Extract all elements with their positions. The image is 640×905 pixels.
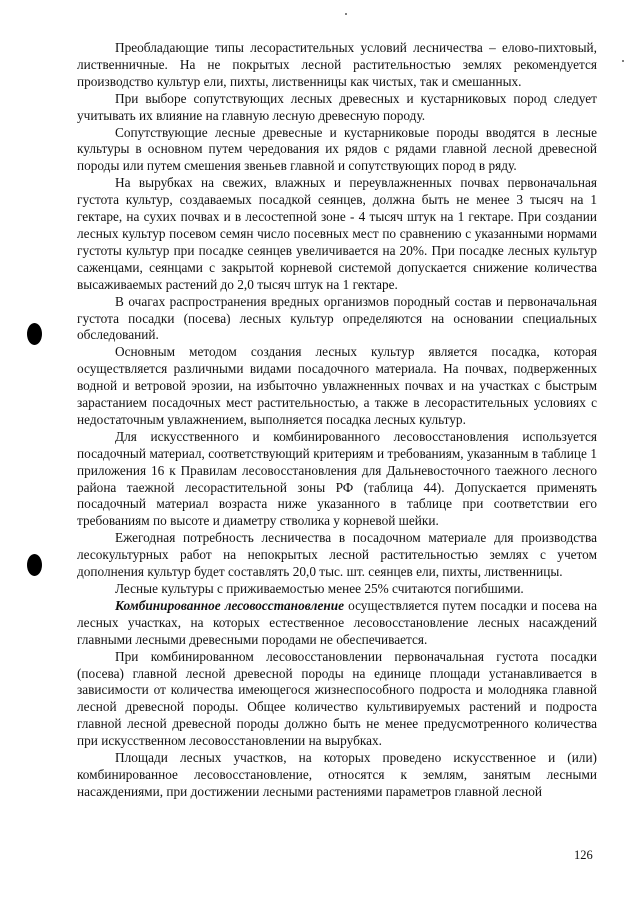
paragraph: Лесные культуры с приживаемостью менее 25% считаются погибшими. xyxy=(115,581,524,596)
paragraph: Преобладающие типы лесорастительных условий лесничества – елово-пихтовый, лиственничные. На не покрытых лесной растительностью землях рекомендуется производство культур ели, пихты, лиственницы как чистых, так и смешанных. xyxy=(77,40,597,89)
body-text xyxy=(77,40,597,801)
paragraph: При выборе сопутствующих лесных древесных и кустарниковых пород следует учитывать их влияние на главную лесную древесную породу. xyxy=(77,90,597,123)
scan-speck xyxy=(345,13,347,15)
paragraph: Площади лесных участков, на которых проведено искусственное и (или) комбинированное лесовосстановление, относятся к землям, занятым лесными насаждениями, при достижении лесными растениями параметров главной лесной xyxy=(77,750,597,799)
punch-hole-mark xyxy=(27,554,42,576)
paragraph: В очагах распространения вредных организмов породный состав и первоначальная густота посадки (посева) лесных культур определяются на основании специальных обследований. xyxy=(77,293,597,343)
paragraph: Для искусственного и комбинированного лесовосстановления используется посадочный материал, соответствующий критериям и требованиям, указанным в таблице 1 приложения 16 к Правилам лесовосстановления для Дальневосточного таежного лесного района таежной лесорастительной зоны РФ (таблица 44). Допускается применять посадочный материал возраста ниже указанного в таблице при соответствии его требованиям по высоте и диаметру стволика у корневой шейки. xyxy=(77,428,597,529)
paragraph: При комбинированном лесовосстановлении первоначальная густота посадки (посева) главной лесной древесной породы на единице площади устанавливается в зависимости от количества имеющегося жизнеспособного подроста и молодняка главной лесной древесной породы. Общее количество культивируемых растений и подроста главной лесной древесной породы должно быть не менее предусмотренного количества при искусственном лесовосстановлении на вырубках. xyxy=(77,648,597,749)
paragraph: Сопутствующие лесные древесные и кустарниковые породы вводятся в лесные культуры в основном путем чередования их рядов с рядами главной лесной древесной породы или путем смешения звеньев главной и сопутствующих пород в ряду. xyxy=(77,124,597,174)
paragraph: Ежегодная потребность лесничества в посадочном материале для производства лесокультурных работ на непокрытых лесной растительностью землях с учетом дополнения культур будет составлять 20,0 тыс. шт. сеянцев ели, пихты, лиственницы. xyxy=(77,530,597,580)
scan-speck xyxy=(622,60,624,62)
term-combined-reforestation: Комбинированное лесовосстановление xyxy=(115,597,345,613)
punch-hole-mark xyxy=(27,323,42,345)
paragraph-text: осуществляется путем посадки и посева на лесных участках, на которых естественное лесовосстановление лесных насаждений главными лесными древесными породами не обеспечивается. xyxy=(77,597,597,647)
page-number: 126 xyxy=(574,848,593,862)
paragraph-combined xyxy=(77,598,597,649)
paragraph: Основным методом создания лесных культур является посадка, которая осуществляется различными видами посадочного материала. На почвах, подверженных водной и ветровой эрозии, на избыточно увлажненных почвах и на участках с быстрым зарастанием посадочных мест растительностью, а также в лесорастительных условиях с недостаточным увлажнением, выполняется посадка лесных культур. xyxy=(77,344,597,427)
paragraph: На вырубках на свежих, влажных и переувлажненных почвах первоначальная густота культур, создаваемых посадкой сеянцев, должна быть не менее 3 тысяч на 1 гектаре, на сухих почвах и в лесостепной зоне - 4 тысяч штук на 1 гектаре. При создании лесных культур посевом семян число посевных мест по сравнению с указанными нормами густоты культур при посадке сеянцев увеличивается на 20%. При посадке лесных культур саженцами, сеянцами с закрытой корневой системой допускается снижение количества высаживаемых растений до 2,0 тысяч штук на 1 гектаре. xyxy=(77,175,597,292)
